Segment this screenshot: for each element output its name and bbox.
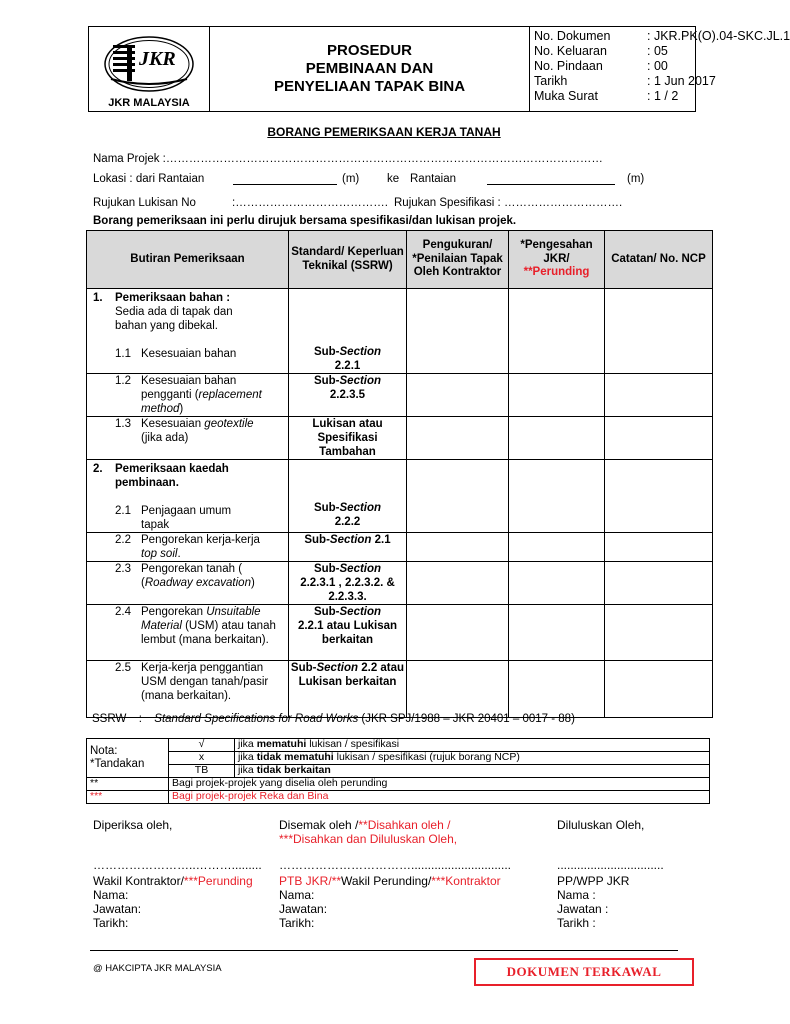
pengukuran-cell[interactable] <box>407 533 509 562</box>
header-catatan: Catatan/ No. NCP <box>605 231 713 289</box>
nota-row: *** Bagi projek-projek Reka dan Bina <box>87 791 710 804</box>
pengesahan-cell[interactable] <box>509 374 605 417</box>
std-cell: Sub-Section 2.2.1 <box>289 289 407 374</box>
document-title: PROSEDUR PEMBINAAN DAN PENYELIAAN TAPAK BINA <box>210 27 530 111</box>
sig-disemak-title: Disemak oleh /**Disahkan oleh / <box>279 818 451 832</box>
pengesahan-cell[interactable] <box>509 289 605 374</box>
section-1-cell: 1. Pemeriksaan bahan : Sedia ada di tapak dan bahan yang dibekal. 1.1 Kesesuaian bahan <box>87 289 289 374</box>
form-title: BORANG PEMERIKSAAN KERJA TANAH <box>267 125 501 139</box>
pengukuran-cell[interactable] <box>407 460 509 533</box>
unit-m: (m) <box>627 173 645 185</box>
sig-jawatan: Jawatan : <box>557 902 609 916</box>
pengukuran-cell[interactable] <box>407 661 509 718</box>
catatan-cell[interactable] <box>605 417 713 460</box>
controlled-document-stamp: DOKUMEN TERKAWAL <box>474 958 694 986</box>
rujukan-spesifikasi-field[interactable]: Rujukan Spesifikasi : …………………………. <box>394 197 623 209</box>
table-row: 1.2 Kesesuaian bahan pengganti (replacement method) Sub-Section 2.2.3.5 <box>87 374 713 417</box>
rujukan-lukisan-field[interactable]: :…………………………………. <box>232 197 388 209</box>
header-pengesahan: *Pengesahan JKR/ **Perunding <box>509 231 605 289</box>
sig-line[interactable]: …………………………….............................. <box>279 858 512 872</box>
catatan-cell[interactable] <box>605 374 713 417</box>
sig-role: PP/WPP JKR <box>557 874 630 888</box>
table-header-row <box>87 231 713 289</box>
sig-nama: Nama : <box>557 888 596 902</box>
catatan-cell[interactable] <box>605 562 713 605</box>
pengukuran-cell[interactable] <box>407 417 509 460</box>
unit-m: (m) <box>342 173 360 185</box>
table-row: 2.3 Pengorekan tanah ( (Roadway excavation) Sub-Section 2.2.3.1 , 2.2.3.2. & 2.2.3.3. <box>87 562 713 605</box>
footer-divider <box>90 950 678 951</box>
nota-table <box>86 738 710 804</box>
lokasi-to-field[interactable] <box>487 184 615 185</box>
pengukuran-cell[interactable] <box>407 289 509 374</box>
sig-nama: Nama: <box>279 888 315 902</box>
table-row: 2.4 Pengorekan Unsuitable Material (USM) atau tanah lembut (mana berkaitan). Sub-Section 2.2.1 atau Lukisan berkaitan <box>87 605 713 661</box>
rantaian-label: Rantaian <box>410 173 457 185</box>
sig-diperiksa-title: Diperiksa oleh, <box>93 818 173 832</box>
sig-jawatan: Jawatan: <box>279 902 328 916</box>
catatan-cell[interactable] <box>605 661 713 718</box>
table-row: 2.5 Kerja-kerja penggantian USM dengan tanah/pasir (mana berkaitan). Sub-Section 2.2 atau Lukisan berkaitan <box>87 661 713 718</box>
rujukan-lukisan-label: Rujukan Lukisan No <box>93 197 196 209</box>
org-name: JKR MALAYSIA <box>108 97 190 109</box>
table-row: 2. Pemeriksaan kaedah pembinaan. 2.1 Penjagaan umum tapak Sub-Section 2.2.2 <box>87 460 713 533</box>
header-pengukuran: Pengukuran/ *Penilaian Tapak Oleh Kontraktor <box>407 231 509 289</box>
sig-line[interactable]: ……………………..………......... <box>93 858 262 872</box>
table-row: 2.2 Pengorekan kerja-kerja top soil. Sub-Section 2.1 <box>87 533 713 562</box>
lokasi-label: Lokasi : dari Rantaian <box>93 173 205 185</box>
sig-line[interactable]: ................................ <box>557 858 664 872</box>
sig-diluluskan-title: Diluluskan Oleh, <box>557 818 645 832</box>
sig-nama: Nama: <box>93 888 129 902</box>
lokasi-from-field[interactable] <box>233 184 337 185</box>
document-header <box>88 26 790 112</box>
ssrw-note: SSRW : Standard Specifications for Road Works (JKR SPJ/1988 – JKR 20401 – 0017 - 88) <box>92 713 575 725</box>
nota-row: x jika tidak mematuhi lukisan / spesifikasi (rujuk borang NCP) <box>87 752 710 765</box>
pengesahan-cell[interactable] <box>509 562 605 605</box>
pengesahan-cell[interactable] <box>509 460 605 533</box>
form-note: Borang pemeriksaan ini perlu dirujuk bersama spesifikasi/dan lukisan projek. <box>93 215 517 227</box>
document-metadata: No. Dokumen : JKR.PK(O).04-SKC.JL.1 No. Keluaran : 05 No. Pindaan : 00 Tarikh : 1 Jun 2017 Muka Surat : 1 / 2 <box>534 29 790 103</box>
pengesahan-cell[interactable] <box>509 533 605 562</box>
catatan-cell[interactable] <box>605 533 713 562</box>
pengesahan-cell[interactable] <box>509 605 605 661</box>
svg-text:JKR: JKR <box>139 48 176 70</box>
nota-row: ** Bagi projek-projek yang diselia oleh perunding <box>87 778 710 791</box>
header-butiran: Butiran Pemeriksaan <box>87 231 289 289</box>
sig-jawatan: Jawatan: <box>93 902 142 916</box>
catatan-cell[interactable] <box>605 289 713 374</box>
catatan-cell[interactable] <box>605 460 713 533</box>
sig-tarikh: Tarikh: <box>93 916 129 930</box>
nota-row: Nota: *Tandakan √ jika mematuhi lukisan / spesifikasi <box>87 739 710 752</box>
copyright: @ HAKCIPTA JKR MALAYSIA <box>93 963 222 974</box>
pengukuran-cell[interactable] <box>407 605 509 661</box>
sig-disahkan-title: ***Disahkan dan Diluluskan Oleh, <box>279 832 458 846</box>
catatan-cell[interactable] <box>605 605 713 661</box>
sig-tarikh: Tarikh: <box>279 916 315 930</box>
section-2-cell: 2. Pemeriksaan kaedah pembinaan. 2.1 Penjagaan umum tapak <box>87 460 289 533</box>
header-standard: Standard/ Keperluan Teknikal (SSRW) <box>289 231 407 289</box>
inspection-table <box>86 230 713 718</box>
jkr-logo-icon <box>103 35 195 93</box>
nota-row: TB jika tidak berkaitan <box>87 765 710 778</box>
pengukuran-cell[interactable] <box>407 562 509 605</box>
pengesahan-cell[interactable] <box>509 661 605 718</box>
ke-label: ke <box>387 173 400 185</box>
sig-tarikh: Tarikh : <box>557 916 596 930</box>
logo-cell <box>89 27 210 111</box>
table-row: 1.3 Kesesuaian geotextile (jika ada) Lukisan atau Spesifikasi Tambahan <box>87 417 713 460</box>
table-row <box>87 289 713 374</box>
pengesahan-cell[interactable] <box>509 417 605 460</box>
pengukuran-cell[interactable] <box>407 374 509 417</box>
sig-role: PTB JKR/**Wakil Perunding/***Kontraktor <box>279 874 501 888</box>
nama-projek-field[interactable]: Nama Projek :…………………………………………………………………………………………………… <box>93 153 603 165</box>
sig-role: Wakil Kontraktor/***Perunding <box>93 874 253 888</box>
